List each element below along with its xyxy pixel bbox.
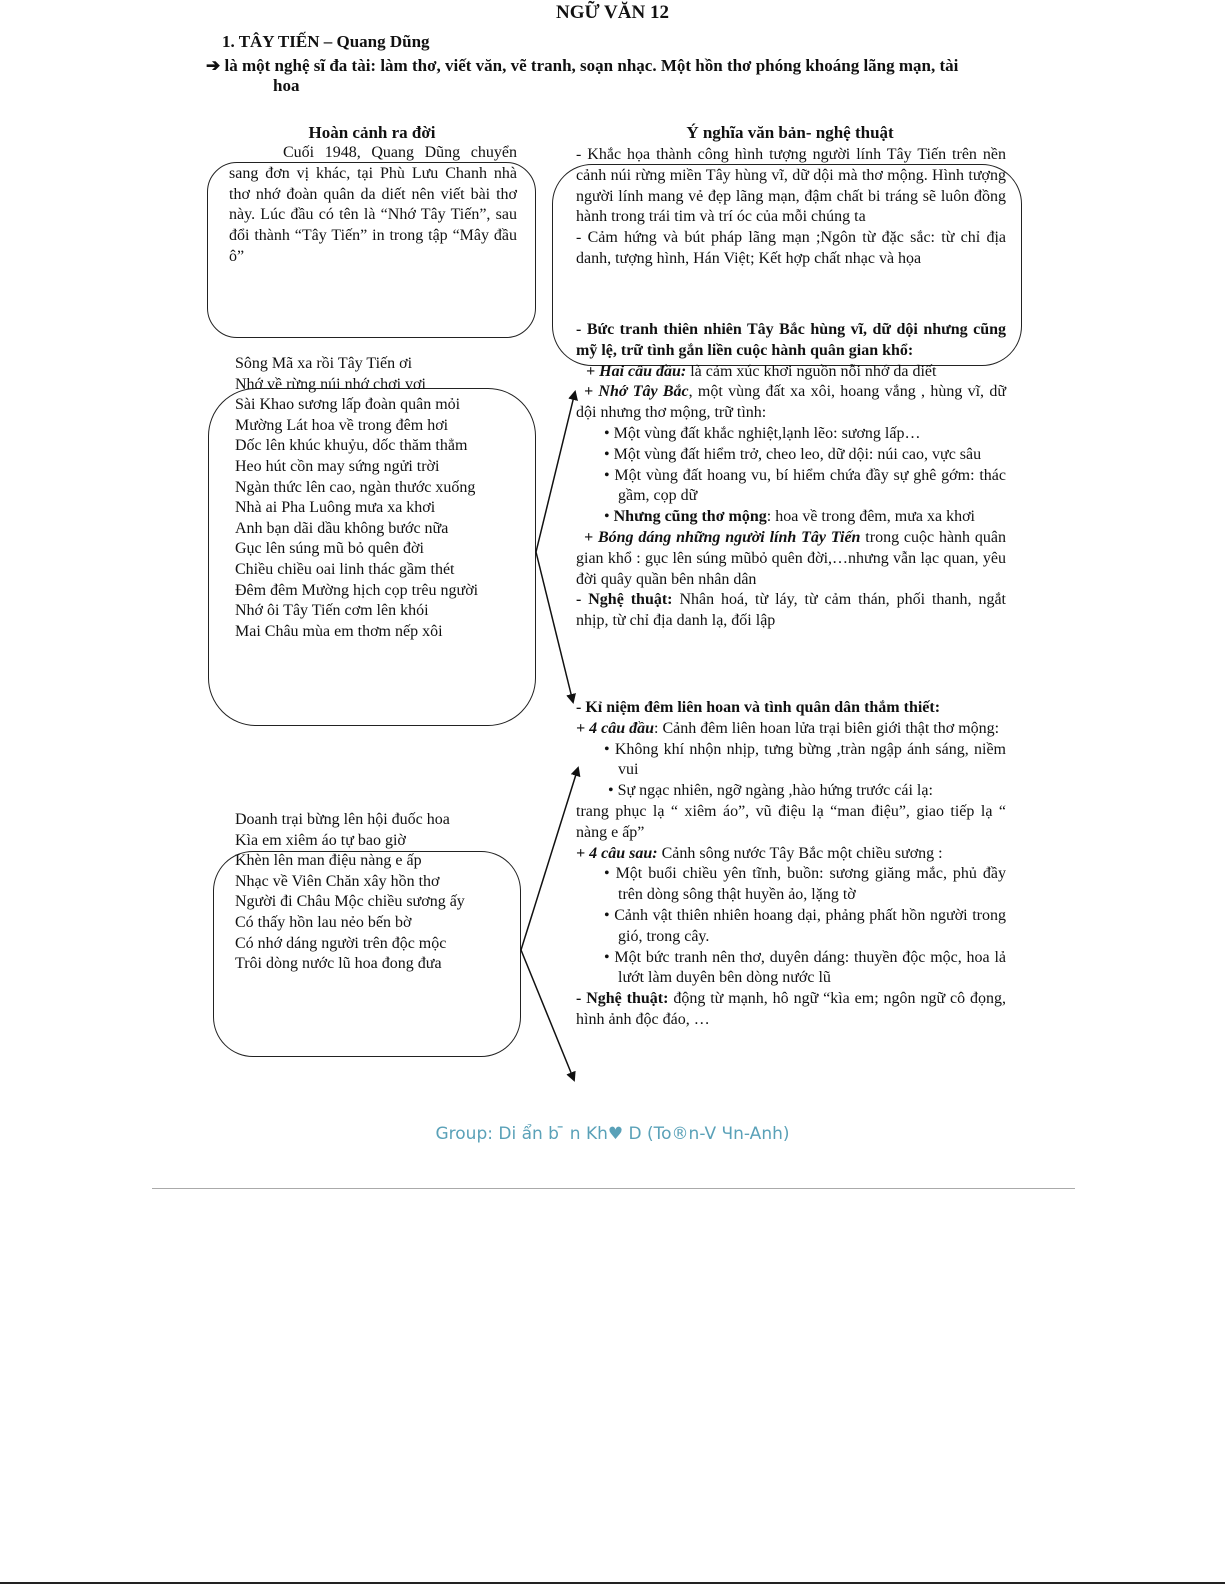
poem-line: Có nhớ dáng người trên độc mộc bbox=[235, 934, 447, 952]
poem-line: Mai Châu mùa em thơm nếp xôi bbox=[235, 622, 443, 640]
footer-divider bbox=[152, 1188, 1075, 1189]
poem-line: Khèn lên man điệu nàng e ấp bbox=[235, 852, 422, 870]
poem-line: Dốc lên khúc khuỷu, dốc thăm thẳm bbox=[235, 437, 468, 455]
bon-cau-sau: + 4 câu sau: Cảnh sông nước Tây Bắc một chiều sương : bbox=[576, 844, 943, 862]
bon-cau-dau: + 4 câu đầu: Cảnh đêm liên hoan lửa trại biên giới thật thơ mộng: bbox=[576, 719, 1000, 737]
meaning-paragraph-1: - Khắc họa thành công hình tượng người lính Tây Tiến trên nền cảnh núi rừng miền Tây hùng vĩ, dữ dội mà thơ mộng. Hình tượng người lính mang vẻ đẹp lãng mạn, đậm chất bi tráng sẽ luôn đồng hành trong trái tim và trí óc của mỗi chúng ta bbox=[576, 146, 1006, 226]
festival-bullet-1: • Không khí nhộn nhịp, tưng bừng ,tràn ngập ánh sáng, niềm vui bbox=[604, 740, 1006, 779]
poem-line: Anh bạn dãi dầu không bước nữa bbox=[235, 519, 449, 537]
trang-phuc: trang phục lạ “ xiêm áo”, vũ điệu lạ “man điệu”, giao tiếp lạ “ nàng e ấp” bbox=[576, 802, 1006, 841]
intro-line-2: hoa bbox=[273, 76, 300, 95]
poem-line: Người đi Châu Mộc chiều sương ấy bbox=[235, 893, 465, 911]
poem-line: Gục lên súng mũ bỏ quên đời bbox=[235, 540, 424, 558]
poem-line: Nhớ về rừng núi nhớ chơi vơi bbox=[235, 375, 426, 393]
section-nature-title: - Bức tranh thiên nhiên Tây Bắc hùng vĩ, dữ dội nhưng cũng mỹ lệ, trữ tình gắn liền cuộc hành quân gian khổ: bbox=[576, 321, 1006, 359]
arrow-line bbox=[536, 392, 575, 552]
poem-line: Heo hút cồn may sứng ngửi trời bbox=[235, 457, 440, 475]
nature-bullet-1: • Một vùng đất khắc nghiệt,lạnh lẽo: sương lấp… bbox=[604, 424, 921, 442]
intro-line-1: là một nghệ sĩ đa tài: làm thơ, viết văn, vẽ tranh, soạn nhạc. Một hồn thơ phóng khoáng lãng mạn, tài bbox=[224, 56, 959, 75]
poem-line: Đêm đêm Mường hịch cọp trêu người bbox=[235, 581, 479, 599]
meaning-paragraph-2: - Cảm hứng và bút pháp lãng mạn ;Ngôn từ đặc sắc: từ chỉ địa danh, tượng hình, Hán Việt; Kết hợp chất nhạc và họa bbox=[576, 229, 1006, 267]
nature-bullet-4: • Nhưng cũng thơ mộng: hoa về trong đêm, mưa xa khơi bbox=[604, 508, 975, 526]
nho-tay-bac: + Nhớ Tây Bắc, một vùng đất xa xôi, hoang vắng , hùng vĩ, dữ dội nhưng thơ mộng, trữ tình: bbox=[576, 383, 1006, 422]
arrow-icon: ➔ bbox=[206, 56, 221, 75]
festival-art: - Nghệ thuật: động từ mạnh, hô ngữ “kìa em; ngôn ngữ cô đọng, hình ảnh độc đáo, … bbox=[576, 990, 1006, 1028]
bong-dang: + Bóng dáng những người lính Tây Tiến trong cuộc hành quân gian khổ : gục lên súng mũbỏ quên đời,…nhưng vẫn lạc quan, yêu đời quây quần bên nhân dân bbox=[576, 528, 1006, 588]
meaning-heading: Ý nghĩa văn bản- nghệ thuật bbox=[686, 123, 894, 142]
context-heading: Hoàn cảnh ra đời bbox=[308, 123, 436, 142]
page-bottom-border bbox=[0, 1582, 1225, 1584]
arrow-line bbox=[521, 950, 574, 1080]
footer-group: Group: Di ẩn b ̄ n Kh♥ D (To®n-V Чn-Anh) bbox=[435, 1124, 790, 1144]
hai-cau-dau: + Hai câu đầu: là cảm xúc khơi nguồn nỗi nhớ da diết bbox=[586, 362, 937, 380]
festival-bullet-2: • Sự ngạc nhiên, ngỡ ngàng ,hào hứng trước cái lạ: bbox=[608, 782, 933, 800]
river-bullet-3: • Một bức tranh nên thơ, duyên dáng: thuyền độc mộc, hoa lả lướt làm duyên bên dòng nước lũ bbox=[604, 948, 1006, 987]
context-text: Cuối 1948, Quang Dũng chuyển sang đơn vị khác, tại Phù Lưu Chanh nhà thơ nhớ đoàn quân da diết nên viết bài thơ này. Lúc đầu có tên là “Nhớ Tây Tiến”, sau đổi thành “Tây Tiến” in trong tập “Mây đầu ô” bbox=[229, 144, 517, 265]
river-bullet-1: • Một buổi chiều yên tĩnh, buồn: sương giăng mắc, phủ đầy trên dòng sông thật huyền ảo, lặng tờ bbox=[604, 865, 1006, 904]
poem-line: Trôi dòng nước lũ hoa đong đưa bbox=[235, 955, 442, 973]
section-festival-title: - Kỉ niệm đêm liên hoan và tình quân dân thắm thiết: bbox=[576, 699, 941, 716]
poem-line: Nhạc về Viên Chăn xây hồn thơ bbox=[235, 872, 440, 890]
arrow-line bbox=[536, 552, 573, 702]
poem-line: Có thấy hồn lau nẻo bến bờ bbox=[235, 913, 412, 931]
poem-line: Sông Mã xa rồi Tây Tiến ơi bbox=[235, 355, 413, 372]
nature-art: - Nghệ thuật: Nhân hoá, từ láy, từ cảm thán, phối thanh, ngắt nhịp, từ chỉ địa danh lạ, đối lập bbox=[576, 591, 1006, 630]
poem-line: Chiều chiều oai linh thác gầm thét bbox=[235, 560, 455, 578]
lesson-heading: 1. TÂY TIẾN – Quang Dũng bbox=[222, 32, 430, 51]
poem-line: Sài Khao sương lấp đoàn quân mỏi bbox=[235, 396, 461, 414]
page-title: NGỮ VĂN 12 bbox=[556, 2, 669, 23]
poem-line: Ngàn thức lên cao, ngàn thước xuống bbox=[235, 478, 476, 496]
poem-line: Mường Lát hoa về trong đêm hơi bbox=[235, 416, 449, 434]
arrow-line bbox=[521, 768, 578, 950]
poem-line: Nhà ai Pha Luông mưa xa khơi bbox=[235, 499, 436, 517]
nature-bullet-3: • Một vùng đất hoang vu, bí hiểm chứa đầy sự ghê gớm: thác gầm, cọp dữ bbox=[604, 466, 1006, 505]
poem-line: Kìa em xiêm áo tự bao giờ bbox=[235, 831, 406, 849]
nature-bullet-2: • Một vùng đất hiểm trở, cheo leo, dữ dội: núi cao, vực sâu bbox=[604, 445, 982, 463]
river-bullet-2: • Cảnh vật thiên nhiên hoang dại, phảng phất hồn người trong gió, trong cây. bbox=[604, 906, 1006, 945]
poem-line: Doanh trại bừng lên hội đuốc hoa bbox=[235, 811, 450, 828]
poem-line: Nhớ ôi Tây Tiến cơm lên khói bbox=[235, 602, 429, 620]
